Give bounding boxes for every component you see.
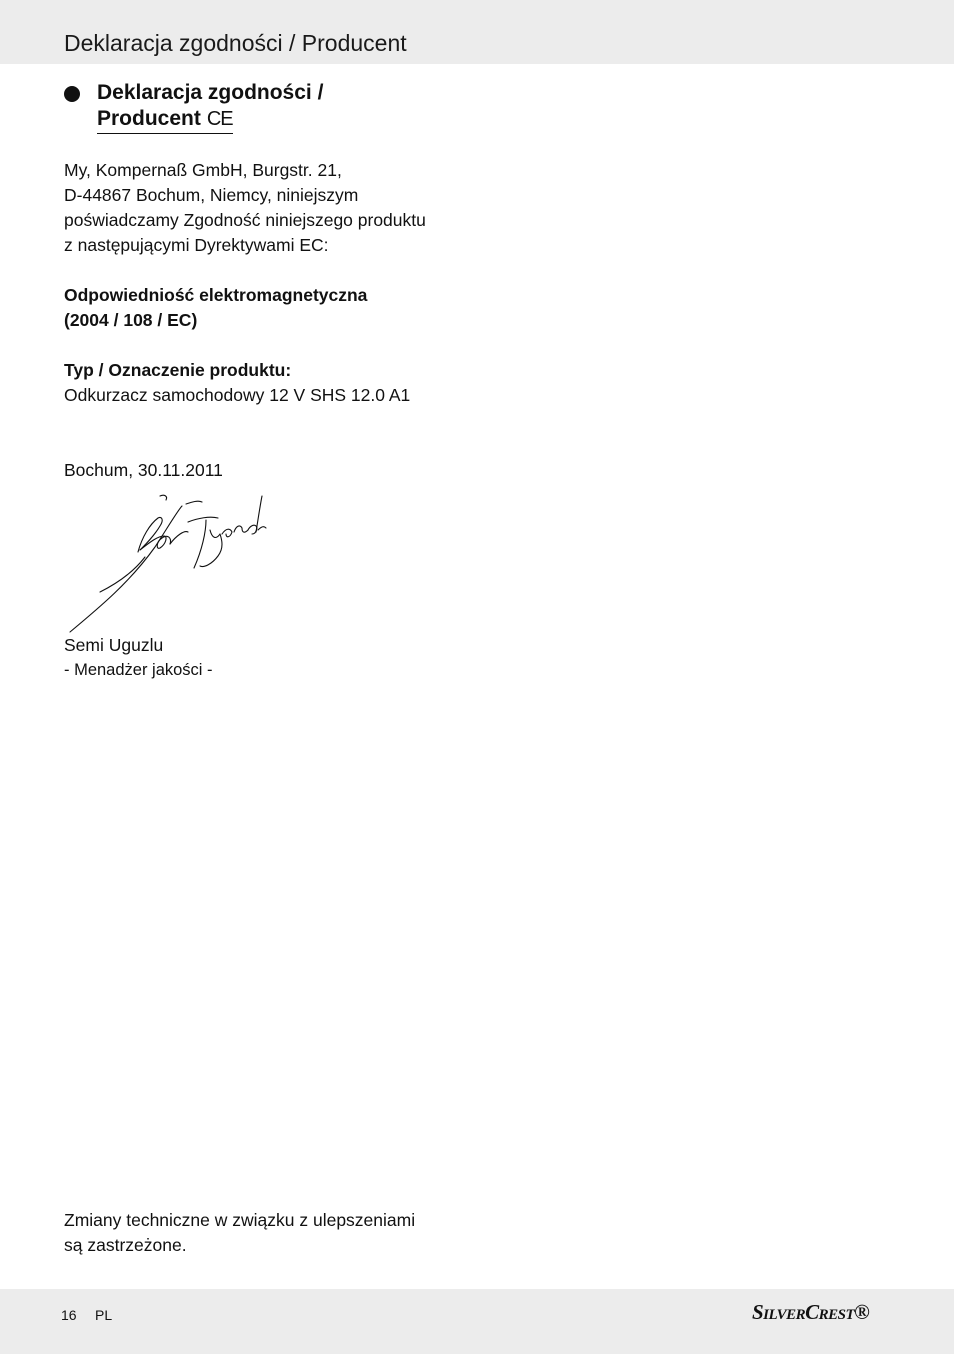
- product-value: Odkurzacz samochodowy 12 V SHS 12.0 A1: [64, 385, 411, 405]
- ce-mark-icon: CE: [206, 108, 233, 130]
- brand-logo: SilverCrest®: [752, 1300, 870, 1324]
- page-language: PL: [95, 1307, 113, 1323]
- section-bullet-icon: [64, 86, 80, 102]
- signatory-role: - Menadżer jakości -: [64, 661, 213, 679]
- signature-icon: [60, 492, 270, 637]
- page-title: Deklaracja zgodności / Producent: [64, 30, 407, 56]
- technical-notice: [64, 1208, 415, 1258]
- directive-line1: Odpowiedniość elektromagnetyczna: [64, 285, 368, 305]
- directive-line2: (2004 / 108 / EC): [64, 310, 198, 330]
- product-block: [64, 358, 410, 408]
- declaration-line: poświadczamy Zgodność niniejszego produktu: [64, 210, 426, 230]
- place-date: Bochum, 30.11.2011: [64, 460, 223, 480]
- product-label: Typ / Oznaczenie produktu:: [64, 360, 292, 380]
- notice-line2: są zastrzeżone.: [64, 1235, 187, 1255]
- signatory-block: [64, 633, 213, 683]
- declaration-line: My, Kompernaß GmbH, Burgstr. 21,: [64, 160, 342, 180]
- page-number: 16: [61, 1307, 77, 1323]
- declaration-line: D-44867 Bochum, Niemcy, niniejszym: [64, 185, 359, 205]
- section-heading-text: Producent: [97, 107, 201, 130]
- directive-text: [64, 283, 367, 333]
- declaration-line: z następującymi Dyrektywami EC:: [64, 235, 329, 255]
- signatory-name: Semi Uguzlu: [64, 635, 164, 655]
- section-heading-line2: [97, 106, 233, 134]
- declaration-text: [64, 158, 426, 258]
- notice-line1: Zmiany techniczne w związku z ulepszeniami: [64, 1210, 416, 1230]
- section-heading-line1: Deklaracja zgodności /: [97, 81, 324, 104]
- section-heading: [97, 80, 323, 134]
